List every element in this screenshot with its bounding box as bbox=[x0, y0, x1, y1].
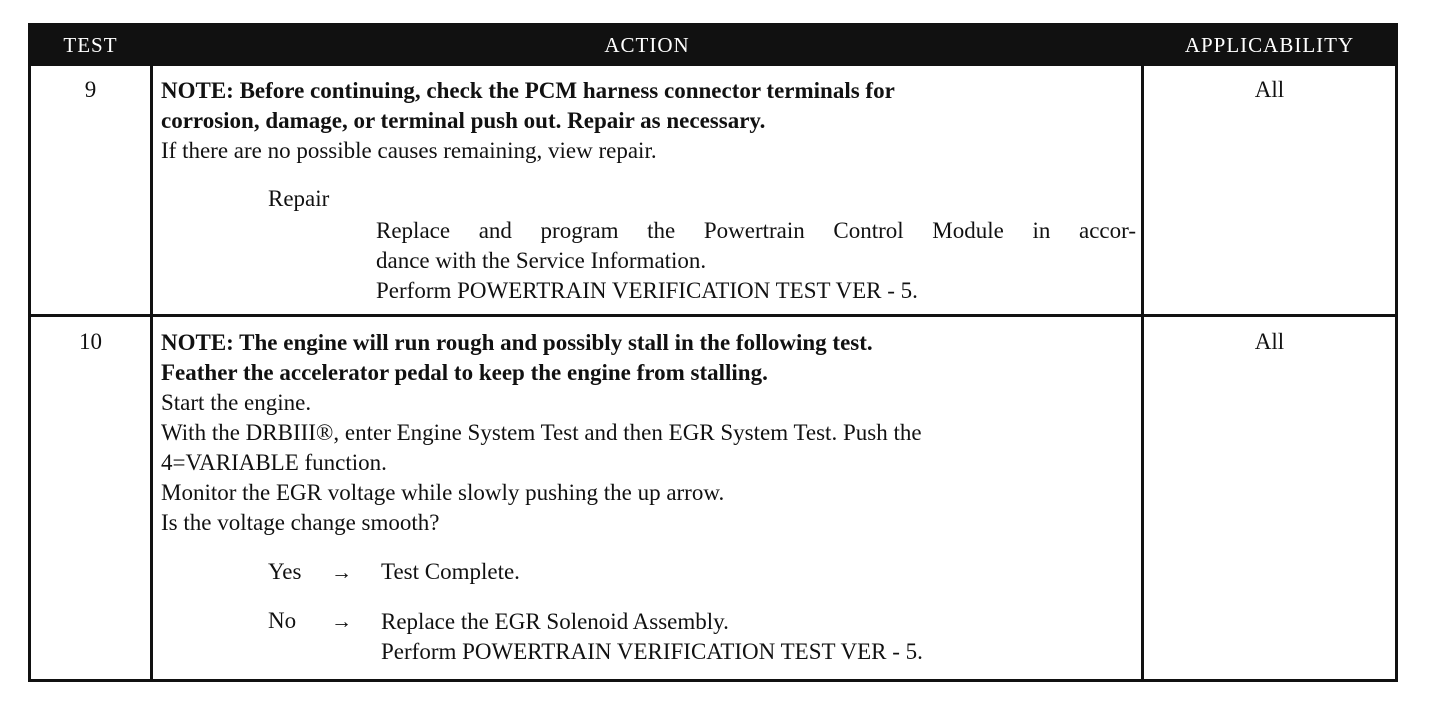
instruction-line: 4=VARIABLE function. bbox=[161, 450, 387, 475]
right-arrow-icon: → bbox=[331, 609, 352, 633]
repair-line: Replace and program the Powertrain Control Module in accor- bbox=[376, 218, 1136, 243]
yes-label: Yes bbox=[268, 559, 302, 584]
column-divider-test bbox=[150, 66, 153, 679]
action-note bbox=[161, 76, 1139, 166]
diagnostic-test-table bbox=[28, 23, 1398, 682]
header-action: ACTION bbox=[604, 33, 690, 57]
applicability-value: All bbox=[1254, 77, 1285, 102]
column-divider-applicability bbox=[1141, 66, 1144, 679]
yes-result: Test Complete. bbox=[381, 559, 520, 584]
note-line: NOTE: Before continuing, check the PCM harness connector terminals for bbox=[161, 78, 895, 103]
test-number: 10 bbox=[79, 329, 102, 354]
repair-line: dance with the Service Information. bbox=[376, 248, 707, 273]
instruction-line: With the DRBIII®, enter Engine System Test and then EGR System Test. Push the bbox=[161, 420, 922, 445]
right-arrow-icon: → bbox=[331, 560, 352, 584]
header-test: TEST bbox=[63, 33, 118, 57]
instruction-line: Is the voltage change smooth? bbox=[161, 510, 440, 535]
instruction-line: Start the engine. bbox=[161, 390, 312, 415]
table-header bbox=[31, 26, 1395, 66]
repair-instructions bbox=[376, 216, 1136, 306]
note-line: Feather the accelerator pedal to keep the engine from stalling. bbox=[161, 360, 768, 385]
instruction-line: Monitor the EGR voltage while slowly pushing the up arrow. bbox=[161, 480, 725, 505]
note-line: corrosion, damage, or terminal push out. Repair as necessary. bbox=[161, 108, 766, 133]
note-line: NOTE: The engine will run rough and possibly stall in the following test. bbox=[161, 330, 873, 355]
no-result bbox=[381, 607, 1141, 667]
test-number: 9 bbox=[84, 77, 97, 102]
repair-line: Perform POWERTRAIN VERIFICATION TEST VER - 5. bbox=[376, 278, 918, 303]
no-result-line: Perform POWERTRAIN VERIFICATION TEST VER - 5. bbox=[381, 639, 923, 664]
row-divider bbox=[31, 314, 1395, 317]
instruction-line: If there are no possible causes remaining, view repair. bbox=[161, 138, 657, 163]
no-label: No bbox=[268, 608, 297, 633]
repair-label: Repair bbox=[268, 186, 330, 211]
header-applicability: APPLICABILITY bbox=[1184, 33, 1355, 57]
no-result-line: Replace the EGR Solenoid Assembly. bbox=[381, 609, 729, 634]
applicability-value: All bbox=[1254, 329, 1285, 354]
action-note bbox=[161, 328, 1139, 538]
